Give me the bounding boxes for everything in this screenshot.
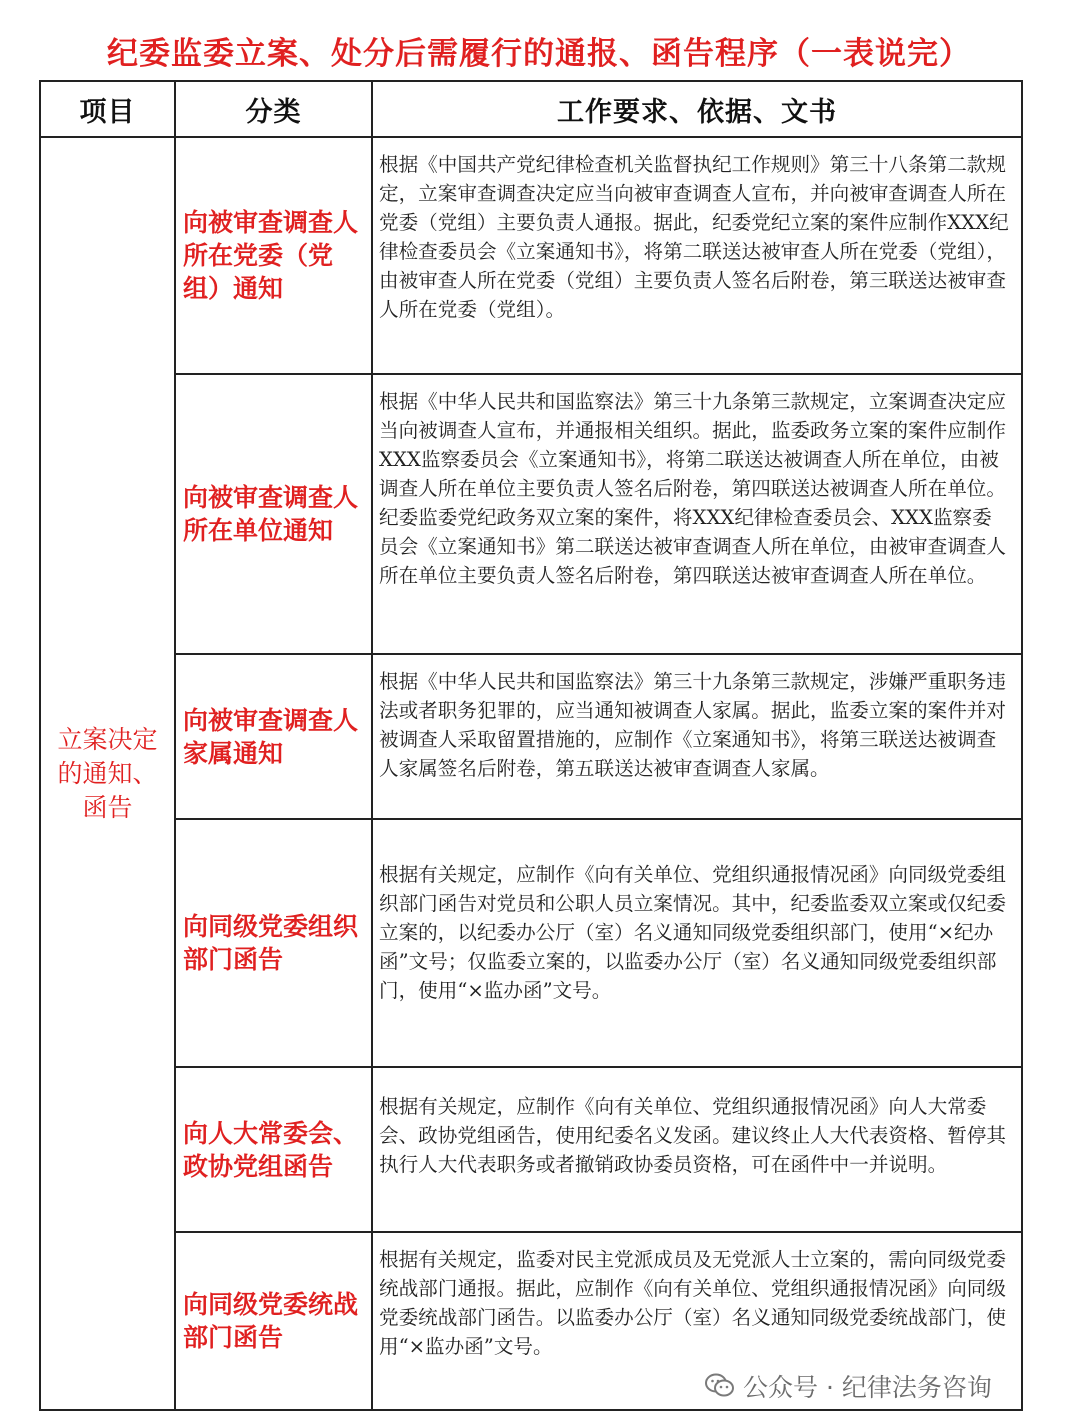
description-text: 根据有关规定，应制作《向有关单位、党组织通报情况函》向同级党委组织部门函告对党员和公职人员立案情况。其中，纪委监委双立案或仅纪委立案的，以纪委办公厅（室）名义通知同级党委组织部门，使用“×纪办函”文号；仅监委立案的，以监委办公厅（室）名义通知同级党委组织部门，使用“×监办函”文号。	[379, 863, 1006, 1002]
category-cell: 向被审查调查人家属通知	[175, 654, 372, 819]
category-cell: 向人大常委会、政协党组函告	[175, 1067, 372, 1232]
description-cell	[372, 137, 1022, 374]
item-cell: 立案决定的通知、函告	[40, 137, 175, 1410]
table-row	[40, 654, 1022, 819]
description-cell	[372, 1067, 1022, 1232]
description-text: 根据有关规定，应制作《向有关单位、党组织通报情况函》向人大常委会、政协党组函告，使用纪委名义发函。建议终止人大代表资格、暂停其执行人大代表职务或者撤销政协委员资格，可在函件中一并说明。	[379, 1095, 1006, 1176]
wechat-icon	[705, 1373, 735, 1399]
description-text: 根据有关规定，监委对民主党派成员及无党派人士立案的，需向同级党委统战部门通报。据此，应制作《向有关单位、党组织通报情况函》向同级党委统战部门函告。以监委办公厅（室）名义通知同级党委统战部门，使用“×监办函”文号。	[379, 1248, 1006, 1358]
table-header-row	[40, 81, 1022, 137]
description-cell	[372, 374, 1022, 654]
header-category: 分类	[175, 81, 372, 137]
category-cell: 向同级党委组织部门函告	[175, 819, 372, 1067]
header-item: 项目	[40, 81, 175, 137]
procedure-table	[39, 80, 1023, 1411]
description-cell	[372, 819, 1022, 1067]
description-text: 根据《中国共产党纪律检查机关监督执纪工作规则》第三十八条第二款规定，立案审查调查决定应当向被审查调查人宣布，并向被审查调查人所在党委（党组）主要负责人通报。据此，纪委党纪立案的案件应制作XXX纪律检查委员会《立案通知书》，将第二联送达被审查人所在党委（党组），由被审查人所在党委（党组）主要负责人签名后附卷，第三联送达被审查人所在党委（党组）。	[379, 153, 1009, 321]
header-requirements: 工作要求、依据、文书	[372, 81, 1022, 137]
watermark-text: 公众号 · 纪律法务咨询	[743, 1373, 992, 1402]
description-cell	[372, 654, 1022, 819]
category-cell: 向被审查调查人所在党委（党组）通知	[175, 137, 372, 374]
table-row	[40, 374, 1022, 654]
watermark	[705, 1368, 992, 1404]
table-row	[40, 1067, 1022, 1232]
description-text: 根据《中华人民共和国监察法》第三十九条第三款规定，涉嫌严重职务违法或者职务犯罪的，应当通知被调查人家属。据此，监委立案的案件并对被调查人采取留置措施的，应制作《立案通知书》，将第三联送达被调查人家属签名后附卷，第五联送达被审查调查人家属。	[379, 670, 1006, 780]
category-cell: 向同级党委统战部门函告	[175, 1232, 372, 1410]
page-title: 纪委监委立案、处分后需履行的通报、函告程序（一表说完）	[107, 36, 971, 72]
category-cell: 向被审查调查人所在单位通知	[175, 374, 372, 654]
table-row	[40, 137, 1022, 374]
description-text: 根据《中华人民共和国监察法》第三十九条第三款规定，立案调查决定应当向被调查人宣布，并通报相关组织。据此，监委政务立案的案件应制作XXX监察委员会《立案通知书》，将第二联送达被调查人所在单位，由被调查人所在单位主要负责人签名后附卷，第四联送达被调查人所在单位。纪委监委党纪政务双立案的案件，将XXX纪律检查委员会、XXX监察委员会《立案通知书》第二联送达被审查调查人所在单位，由被审查调查人所在单位主要负责人签名后附卷，第四联送达被审查调查人所在单位。	[379, 390, 1006, 587]
table-row	[40, 819, 1022, 1067]
